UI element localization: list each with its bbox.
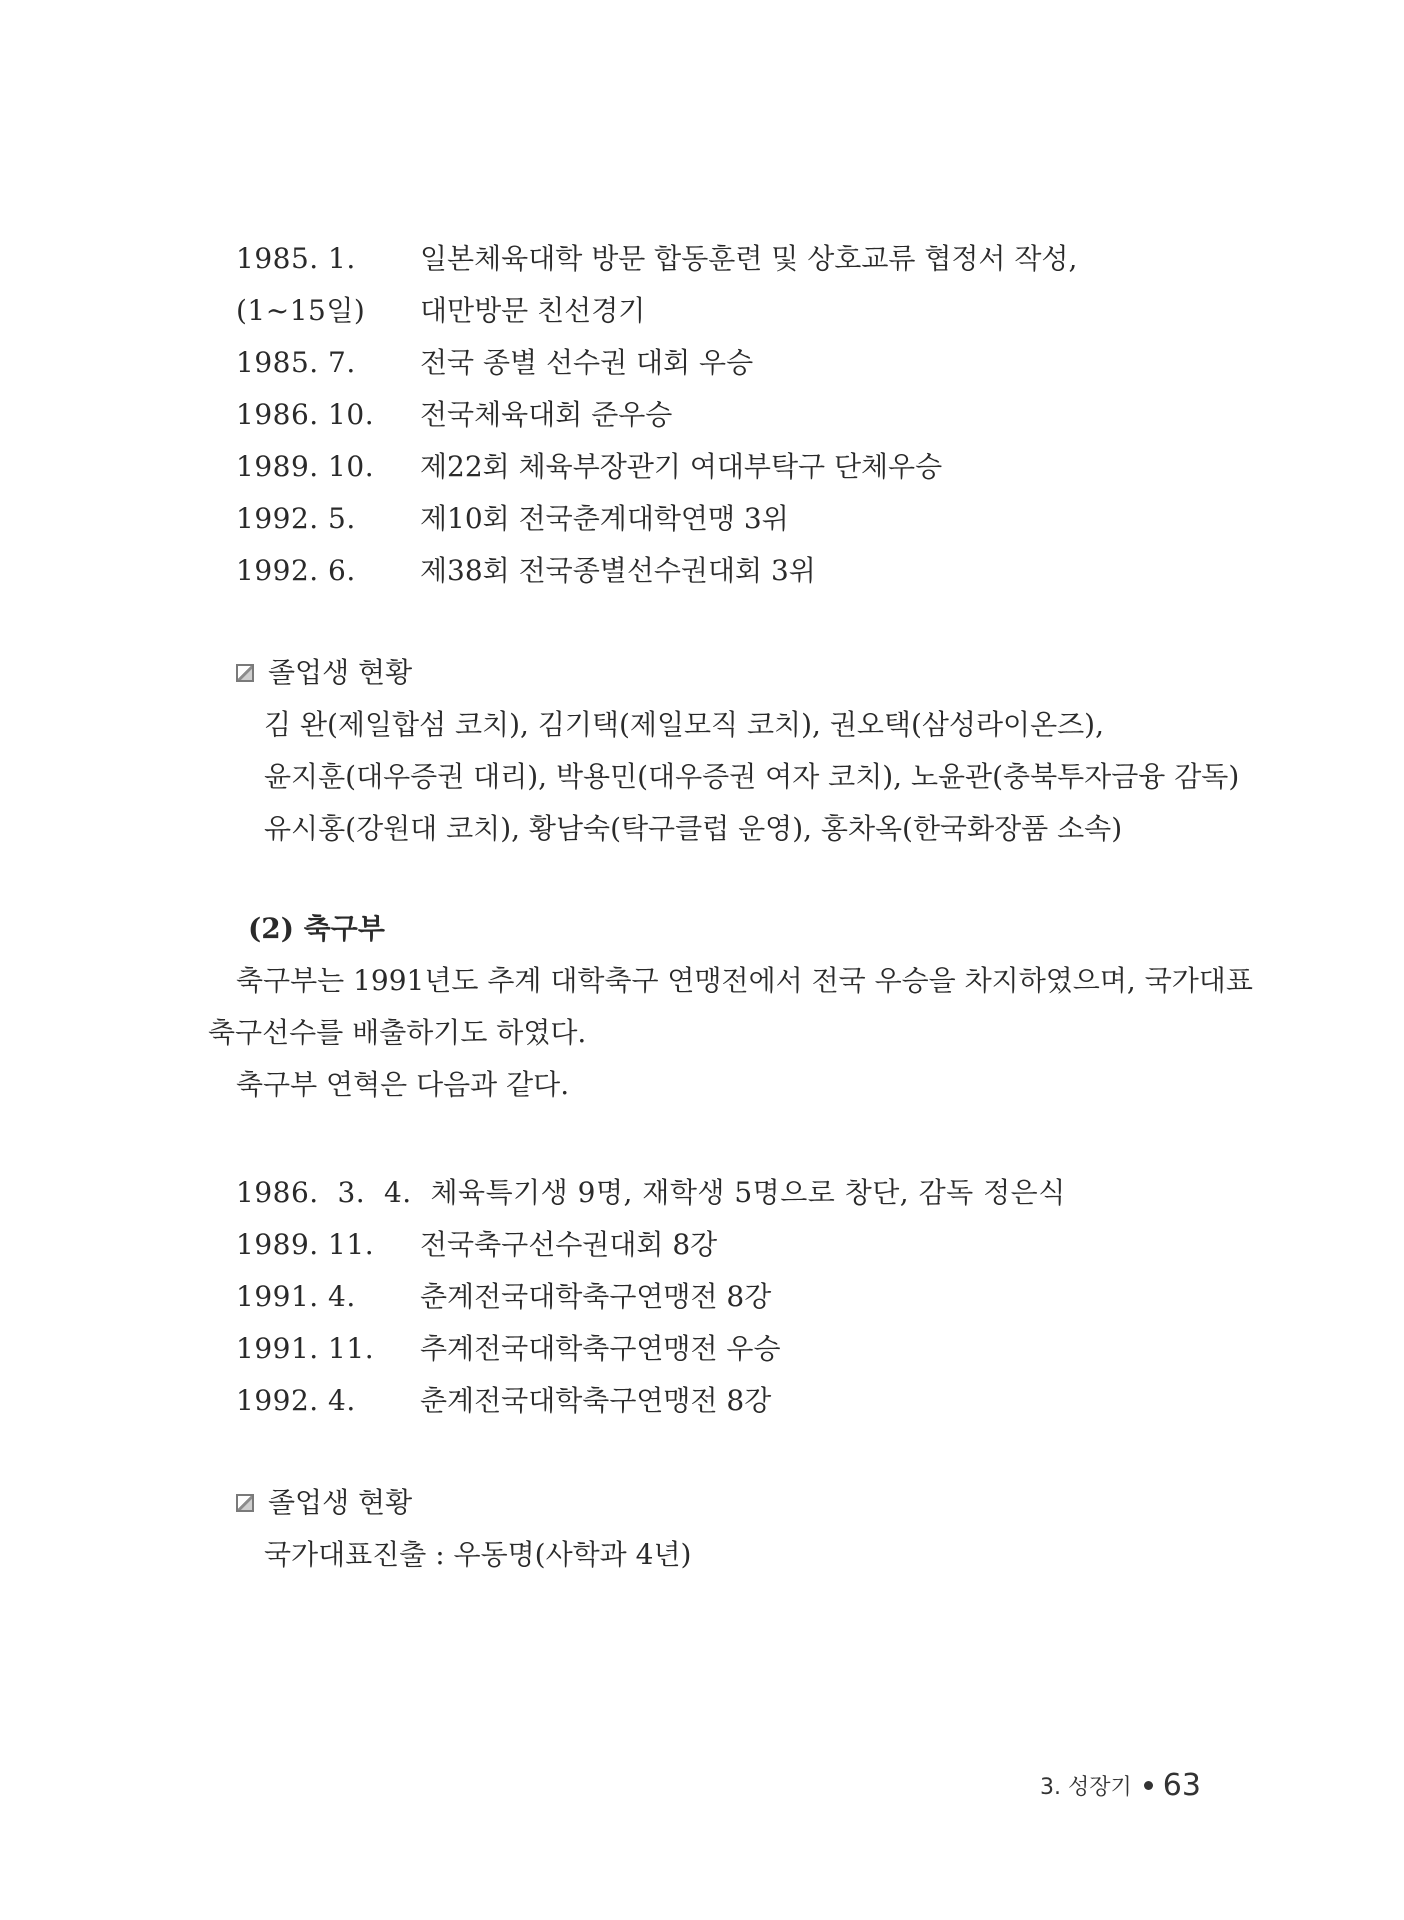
tt-history-text: 제10회 전국춘계대학연맹 3위 xyxy=(420,502,789,535)
tt-history-text: 대만방문 친선경기 xyxy=(420,294,646,327)
soccer-history-date: 1992. 4. xyxy=(236,1384,356,1417)
square-bullet-icon xyxy=(236,664,254,682)
tt-history-date: 1992. 5. xyxy=(236,502,356,535)
tt-history-text: 일본체육대학 방문 합동훈련 및 상호교류 협정서 작성, xyxy=(420,242,1078,275)
soccer-history-date: 1989. 11. xyxy=(236,1228,375,1261)
soccer-history-text: 추계전국대학축구연맹전 우승 xyxy=(420,1332,781,1365)
tt-history-date: 1985. 1. xyxy=(236,242,356,275)
tt-history-text: 제22회 체육부장관기 여대부탁구 단체우승 xyxy=(420,450,943,483)
soccer-history-text: 춘계전국대학축구연맹전 8강 xyxy=(420,1384,772,1417)
tt-history-text: 전국체육대회 준우승 xyxy=(420,398,673,431)
page-footer xyxy=(1040,1768,1201,1803)
soccer-paragraph-line: 축구선수를 배출하기도 하였다. xyxy=(208,1016,587,1049)
tt-graduates-heading: 졸업생 현황 xyxy=(268,656,413,689)
tt-history-date: 1985. 7. xyxy=(236,346,356,379)
chapter-label: 3. 성장기 xyxy=(1040,1775,1132,1800)
tt-history-text: 제38회 전국종별선수권대회 3위 xyxy=(420,554,816,587)
soccer-history-text: 전국축구선수권대회 8강 xyxy=(420,1228,718,1261)
tt-history-text: 전국 종별 선수권 대회 우승 xyxy=(420,346,754,379)
tt-graduate-line: 김 완(제일합섬 코치), 김기택(제일모직 코치), 권오택(삼성라이온즈), xyxy=(264,708,1104,741)
square-bullet-icon xyxy=(236,1494,254,1512)
soccer-paragraph-line: 축구부는 1991년도 추계 대학축구 연맹전에서 전국 우승을 차지하였으며, 국가대표 xyxy=(236,964,1253,997)
bullet-dot-icon xyxy=(1144,1781,1153,1790)
soccer-history-date: 1991. 11. xyxy=(236,1332,375,1365)
tt-history-date: 1986. 10. xyxy=(236,398,375,431)
soccer-history-first: 1986. 3. 4. 체육특기생 9명, 재학생 5명으로 창단, 감독 정은식 xyxy=(236,1176,1066,1209)
tt-history-date: (1~15일) xyxy=(236,294,366,327)
tt-graduate-line: 유시홍(강원대 코치), 황남숙(탁구클럽 운영), 홍차옥(한국화장품 소속) xyxy=(264,812,1123,845)
soccer-paragraph-line: 축구부 연혁은 다음과 같다. xyxy=(236,1068,570,1101)
soccer-graduate-line: 국가대표진출 : 우동명(사학과 4년) xyxy=(264,1538,692,1571)
tt-graduate-line: 윤지훈(대우증권 대리), 박용민(대우증권 여자 코치), 노윤관(충북투자금융 감독) xyxy=(264,760,1240,793)
page-number: 63 xyxy=(1162,1768,1201,1803)
soccer-history-text: 춘계전국대학축구연맹전 8강 xyxy=(420,1280,772,1313)
soccer-graduates-heading: 졸업생 현황 xyxy=(268,1486,413,1519)
soccer-heading: (2) 축구부 xyxy=(248,912,385,945)
tt-history-date: 1989. 10. xyxy=(236,450,375,483)
tt-history-date: 1992. 6. xyxy=(236,554,356,587)
soccer-history-date: 1991. 4. xyxy=(236,1280,356,1313)
